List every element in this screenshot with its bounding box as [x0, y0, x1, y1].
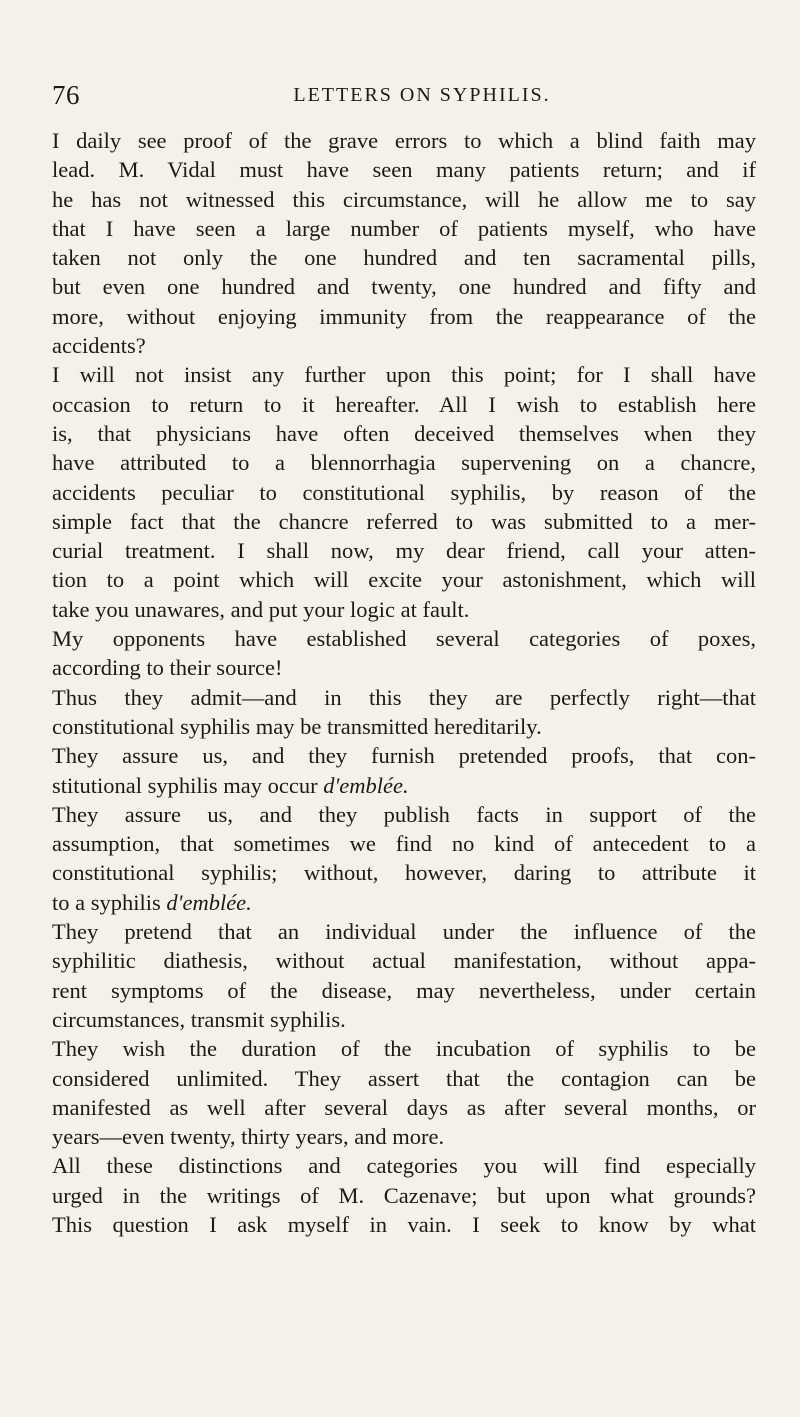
text-line [52, 478, 756, 507]
text-line [52, 448, 756, 477]
text-line [52, 741, 756, 770]
line-text: that I have seen a large number of patients myself, who have [52, 215, 756, 241]
text-line [52, 419, 756, 448]
text-line [52, 536, 756, 565]
line-text: My opponents have established several categories of poxes, [52, 626, 756, 652]
text-line [52, 829, 756, 858]
line-text: tion to a point which will excite your astonishment, which will [52, 567, 756, 593]
line-text: I will not insist any further upon this point; for I shall have [52, 362, 756, 388]
line-text: manifested as well after several days as after several months, or [52, 1094, 756, 1120]
text-line [52, 858, 756, 887]
line-text: rent symptoms of the disease, may nevertheless, under certain [52, 977, 756, 1003]
running-title: LETTERS ON SYPHILIS. [293, 84, 551, 106]
text-line [52, 126, 756, 155]
line-text: occasion to return to it hereafter. All I wish to establish here [52, 391, 756, 417]
text-line [52, 243, 756, 272]
line-text: according to their source! [52, 655, 283, 681]
line-text: have attributed to a blennorrhagia supervening on a chancre, [52, 450, 756, 476]
line-text: urged in the writings of M. Cazenave; but upon what grounds? [52, 1182, 756, 1208]
text-line [52, 976, 756, 1005]
line-text: to a syphilis [52, 889, 167, 915]
line-text: They pretend that an individual under the influence of the [52, 919, 756, 945]
line-text: They wish the duration of the incubation of syphilis to be [52, 1036, 756, 1062]
text-line [52, 1064, 756, 1093]
text-line [52, 185, 756, 214]
line-text: but even one hundred and twenty, one hundred and fifty and [52, 274, 756, 300]
text-line [52, 1005, 756, 1034]
text-line [52, 1210, 756, 1239]
text-line [52, 390, 756, 419]
line-text: years—even twenty, thirty years, and more. [52, 1124, 445, 1150]
text-line [52, 653, 756, 682]
line-text: circumstances, transmit syphilis. [52, 1006, 346, 1032]
text-line [52, 565, 756, 594]
line-text: accidents? [52, 333, 146, 359]
text-line [52, 331, 756, 360]
line-text: accidents peculiar to constitutional syphilis, by reason of the [52, 479, 756, 505]
line-text: simple fact that the chancre referred to was submitted to a mer- [52, 508, 756, 534]
text-line [52, 800, 756, 829]
text-line [52, 1122, 756, 1151]
line-text: constitutional syphilis; without, however, daring to attribute it [52, 860, 756, 886]
line-text: is, that physicians have often deceived themselves when they [52, 420, 756, 446]
text-line [52, 272, 756, 301]
line-text: All these distinctions and categories you will find especially [52, 1153, 756, 1179]
text-line [52, 946, 756, 975]
line-text: curial treatment. I shall now, my dear friend, call your atten- [52, 538, 756, 564]
text-line [52, 888, 756, 917]
line-text: constitutional syphilis may be transmitted hereditarily. [52, 713, 542, 739]
line-text: he has not witnessed this circumstance, will he allow me to say [52, 186, 756, 212]
text-line [52, 1181, 756, 1210]
line-text: assumption, that sometimes we find no kind of antecedent to a [52, 831, 756, 857]
line-text: considered unlimited. They assert that the contagion can be [52, 1065, 756, 1091]
line-text: take you unawares, and put your logic at fault. [52, 596, 470, 622]
text-line [52, 1151, 756, 1180]
line-text: stitutional syphilis may occur [52, 772, 324, 798]
text-line [52, 624, 756, 653]
text-line [52, 917, 756, 946]
text-line [52, 302, 756, 331]
text-line [52, 712, 756, 741]
line-text: They assure us, and they furnish pretended proofs, that con- [52, 743, 756, 769]
text-line [52, 360, 756, 389]
italic-phrase: d'emblée. [166, 889, 252, 915]
running-head [52, 80, 752, 110]
line-text: syphilitic diathesis, without actual manifestation, without appa- [52, 948, 756, 974]
line-text: more, without enjoying immunity from the reappearance of the [52, 303, 756, 329]
line-text: taken not only the one hundred and ten sacramental pills, [52, 245, 756, 271]
text-line [52, 595, 756, 624]
text-line [52, 1034, 756, 1063]
line-text: lead. M. Vidal must have seen many patients return; and if [52, 157, 756, 183]
text-line [52, 214, 756, 243]
line-text: I daily see proof of the grave errors to which a blind faith may [52, 128, 756, 153]
line-text: They assure us, and they publish facts in support of the [52, 801, 756, 827]
page-number: 76 [52, 80, 80, 110]
text-line [52, 155, 756, 184]
text-line [52, 1093, 756, 1122]
line-text: Thus they admit—and in this they are perfectly right—that [52, 684, 756, 710]
text-line [52, 507, 756, 536]
body-text [52, 126, 756, 1239]
italic-phrase: d'emblée. [323, 772, 409, 798]
line-text: This question I ask myself in vain. I seek to know by what [52, 1211, 756, 1237]
text-line [52, 683, 756, 712]
text-line [52, 771, 756, 800]
